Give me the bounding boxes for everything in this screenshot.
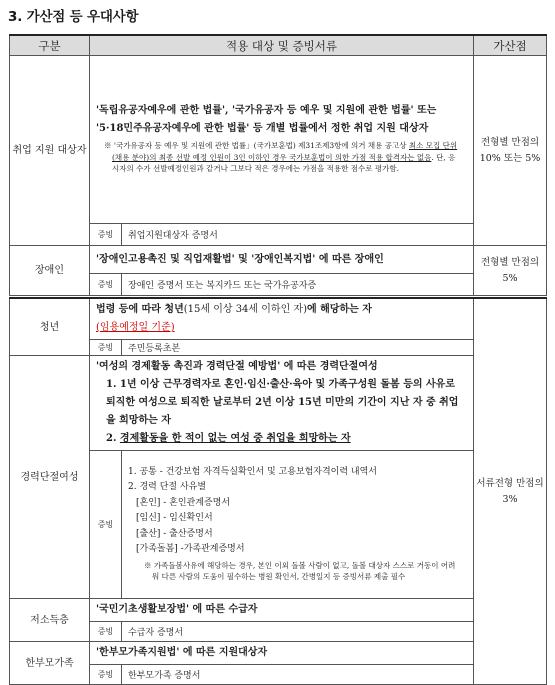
item-2-number: 2. <box>106 433 120 444</box>
header-points: 가산점 <box>474 35 547 56</box>
doc-item: [혼인] - 혼인관계증명서 <box>136 497 231 508</box>
target-low-income: '국민기초생활보장법' 에 따른 수급자 <box>90 599 474 622</box>
item-2-text: 경제활동을 한 적이 없는 여성 중 취업을 희망하는 자 <box>119 433 351 444</box>
table-row <box>10 340 547 356</box>
note-text-end: . 단, 응시자의 수가 선발예정인원과 같거나 그보다 적은 경우에는 가점을 적용한 점수로 평가함. <box>112 152 456 174</box>
table-row <box>10 356 547 451</box>
doc-item: [가족돌봄] -가족관계증명서 <box>136 544 245 554</box>
doc-item: 1. 공통 - 건강보험 자격득실확인서 및 고용보험자격이력 내역서 <box>128 466 378 477</box>
section-title: 3. 가산점 등 우대사항 <box>8 9 139 25</box>
doc-label: 증빙 <box>90 274 122 296</box>
doc-item: [출산] - 출산증명서 <box>136 528 213 539</box>
header-target: 적용 대상 및 증빙서류 <box>90 35 474 56</box>
employment-note <box>96 138 467 177</box>
table-row <box>10 622 547 642</box>
doc-item: [임신] - 임신확인서 <box>136 513 213 523</box>
category-youth: 청년 <box>10 298 90 356</box>
category-low-income: 저소득층 <box>10 599 90 642</box>
category-employment: 취업 지원 대상자 <box>10 56 90 246</box>
preference-table-2 <box>9 297 547 685</box>
doc-label: 증빙 <box>90 665 122 685</box>
category-career-break: 경력단절여성 <box>10 356 90 599</box>
table-row <box>10 642 547 665</box>
doc-disabled: 장애인 증명서 또는 복지카드 또는 국가유공자증 <box>122 274 474 296</box>
table-row <box>10 224 547 246</box>
target-disabled: '장애인고용촉진 및 직업재활법' 및 '장애인복지법' 에 따른 장애인 <box>90 246 474 274</box>
doc-employment: 취업지원대상자 증명서 <box>122 224 474 246</box>
table-row <box>10 599 547 622</box>
header-category: 구분 <box>10 35 90 56</box>
doc-single-parent: 한부모가족 증명서 <box>122 665 474 685</box>
table-row <box>10 274 547 296</box>
target-employment <box>90 56 474 224</box>
target-career-break <box>90 356 474 451</box>
career-break-item-1: 1. 1년 이상 근무경력자로 혼인·임신·출산·육아 및 가족구성원 돌봄 등의 사유로 퇴직한 여성으로 퇴직한 날로부터 2년 이상 15년 미만의 기간이 지난 자 중 취업을 희망하는 자 <box>106 379 459 426</box>
doc-item: 2. 경력 단절 사유별 <box>128 482 207 492</box>
youth-text-bold-end: 에 해당하는 자 <box>306 304 372 315</box>
career-break-target: '여성의 경제활동 촉진과 경력단절 예방법' 에 따른 경력단절여성 <box>96 361 378 372</box>
doc-label: 증빙 <box>90 224 122 246</box>
docs-career-break <box>122 451 474 599</box>
note-underlined: 최소 모집 단위(채용 분야)의 최종 선발 예정 인원이 3인 이하인 경우 국가보훈법이 의한 가점 적용 합격자는 없음 <box>112 141 458 162</box>
youth-basis-note: (임용예정일 기준) <box>96 322 175 333</box>
table-row <box>10 665 547 685</box>
preference-table-1 <box>9 34 547 296</box>
target-youth <box>90 298 474 340</box>
points-disabled: 전형별 만점의 5% <box>474 246 547 296</box>
note-text: ※ '국가유공자 등 예우 및 지원에 관한 법률」(국가보훈법) 제31조제3항에 의거 채용 공고상 <box>104 141 409 151</box>
table-row <box>10 451 547 599</box>
points-table2: 서류전형 만점의 3% <box>474 298 547 685</box>
career-break-item-2 <box>96 430 467 448</box>
table-row <box>10 246 547 274</box>
points-employment: 전형별 만점의 10% 또는 5% <box>474 56 547 246</box>
doc-note: ※ 가족돌봄사유에 해당하는 경우, 본인 이외 돌볼 사람이 없고, 돌볼 대상자 스스로 거동이 어려워 다른 사람의 도움이 필수하는 병원 확인서, 간병일지 등 증빙서류 제출 필수 <box>144 560 456 581</box>
target-single-parent: '한부모가족지원법' 에 따른 지원대상자 <box>90 642 474 665</box>
doc-youth: 주민등록초본 <box>122 340 474 356</box>
youth-text-bold: 법령 등에 따라 청년 <box>96 304 184 315</box>
doc-label: 증빙 <box>90 340 122 356</box>
doc-label: 증빙 <box>90 451 122 599</box>
doc-label: 증빙 <box>90 622 122 642</box>
category-single-parent: 한부모가족 <box>10 642 90 685</box>
table-row <box>10 56 547 224</box>
table-row <box>10 298 547 340</box>
target-text: '독립유공자예우에 관한 법률', '국가유공자 등 예우 및 지원에 관한 법률' 또는 '5·18민주유공자예우에 관한 법률' 등 개별 법률에서 정한 취업 지원 대상자 <box>96 105 437 135</box>
table-header-row <box>10 35 547 56</box>
youth-age-range: (15세 이상 34세 이하인 자) <box>183 304 307 315</box>
doc-low-income: 수급자 증명서 <box>122 622 474 642</box>
category-disabled: 장애인 <box>10 246 90 296</box>
